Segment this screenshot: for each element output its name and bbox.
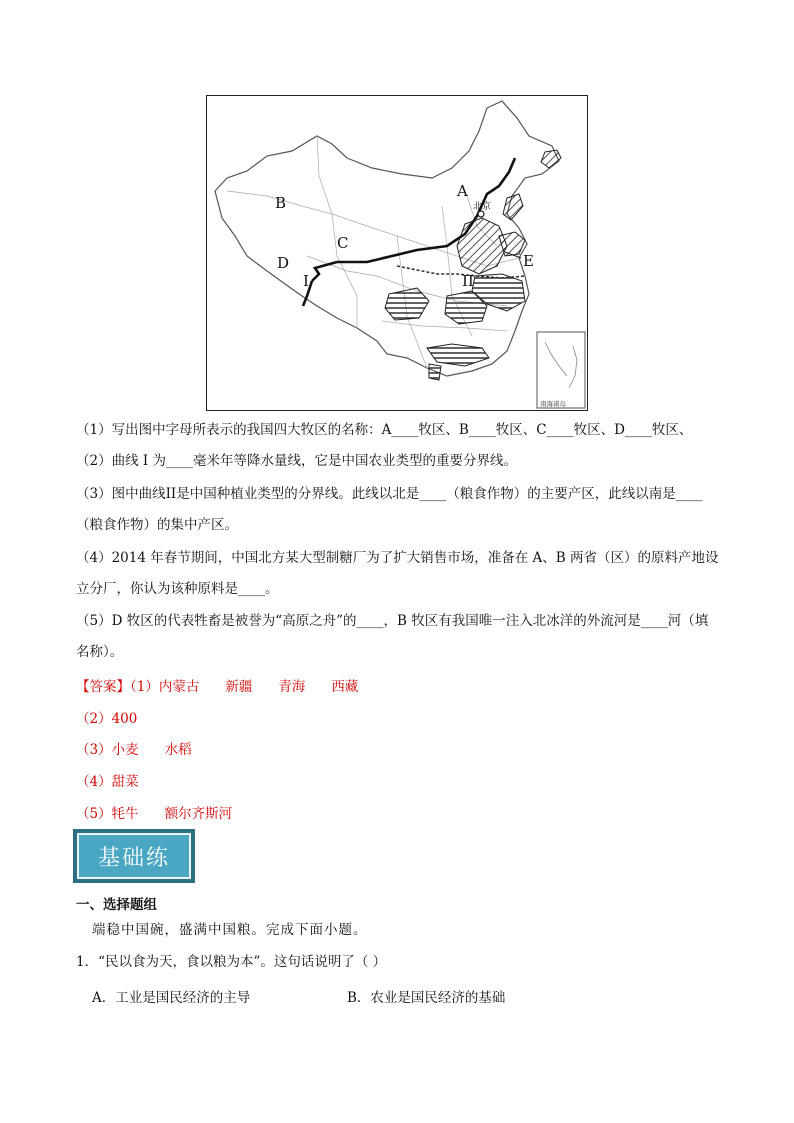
answer-1: 【答案】（1）内蒙古 新疆 青海 西藏: [76, 679, 359, 695]
option-a: A．工业是国民经济的主导: [92, 990, 251, 1006]
label-e: E: [523, 252, 534, 270]
answer-3: （3）小麦 水稻: [76, 742, 192, 758]
intro-text: 端稳中国碗，盛满中国粮。完成下面小题。: [92, 922, 368, 938]
section-badge: [73, 829, 195, 883]
mc-question-1: 1．“民以食为天，食以粮为本”。这句话说明了（ ）: [76, 954, 387, 970]
china-agriculture-map: [206, 95, 588, 411]
label-b: B: [275, 194, 287, 212]
label-a: A: [457, 182, 468, 200]
section-title: 一、选择题组: [76, 897, 157, 913]
answer-2: （2）400: [76, 711, 138, 727]
label-ii: II: [462, 272, 474, 290]
label-d: D: [277, 254, 290, 272]
label-i: I: [303, 272, 309, 290]
south-sea-inset: [537, 332, 585, 408]
question-4-line2: 立分厂，你认为该种原料是____。: [76, 581, 279, 597]
question-5-line2: 名称）。: [76, 644, 124, 660]
answer-4: （4）甜菜: [76, 774, 139, 790]
question-1: （1）写出图中字母所表示的我国四大牧区的名称：A____牧区、B____牧区、C____牧区、D____牧区、: [76, 422, 693, 438]
question-3-line2: （粮食作物）的集中产区。: [76, 517, 238, 533]
option-b: B．农业是国民经济的基础: [347, 990, 506, 1006]
question-4-line1: （4）2014 年春节期间，中国北方某大型制糖厂为了扩大销售市场，准备在 A、B 两省（区）的原料产地设: [76, 550, 719, 566]
label-c: C: [337, 234, 349, 252]
inset-label: 南海诸岛: [540, 400, 566, 408]
beijing-label: 北京: [473, 202, 492, 212]
answer-5: （5）牦牛 额尔齐斯河: [76, 806, 233, 822]
question-2: （2）曲线 I 为____毫米年等降水量线，它是中国农业类型的重要分界线。: [76, 453, 518, 469]
map-svg: [207, 96, 587, 410]
answer-header: 【答案】: [76, 679, 130, 695]
question-5-line1: （5）D 牧区的代表牲畜是被誉为“高原之舟”的____，B 牧区有我国唯一注入北冰洋的外流河是____河（填: [76, 613, 709, 629]
badge-label: 基础练: [77, 833, 191, 879]
question-3-line1: （3）图中曲线II是中国种植业类型的分界线。此线以北是____（粮食作物）的主要产区，此线以南是____: [76, 486, 703, 502]
